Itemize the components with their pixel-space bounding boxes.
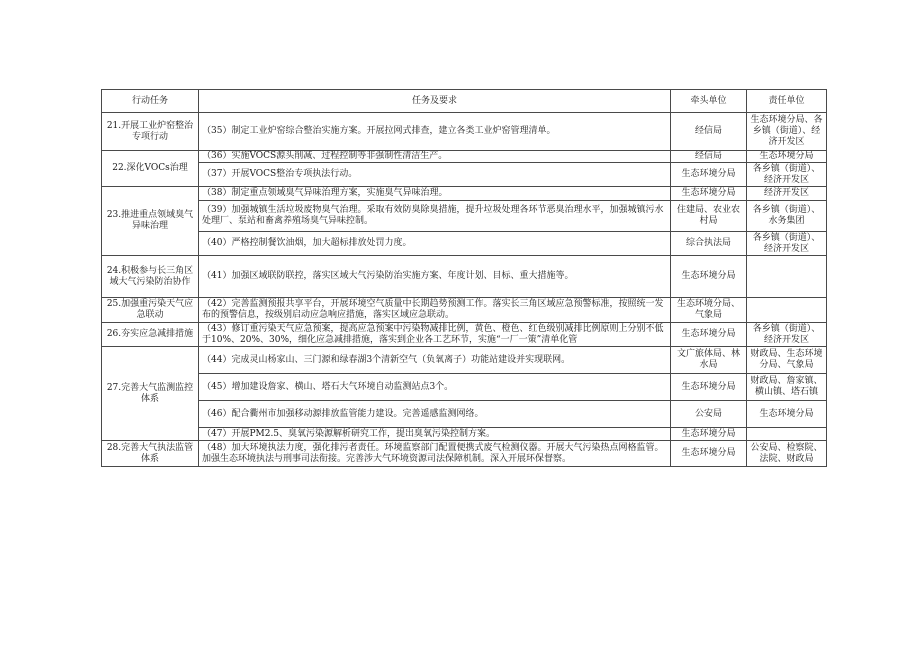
- task-cell: 23.推进重点领域臭气异味治理: [102, 187, 199, 256]
- lead-unit-cell: 文广旅体局、林水局: [671, 347, 747, 374]
- table-row: [102, 232, 827, 256]
- lead-unit-cell: 公安局: [671, 401, 747, 428]
- requirement-cell: （43）修订重污染天气应急预案，提高应急预案中污染物减排比例，黄色、橙色、红色级别减排比例原则上分别不低于10%、20%、30%，细化应急减排措施，落实到企业各工艺环节，实施“一厂一策”清单化管: [199, 323, 671, 347]
- responsible-unit-cell: 各乡镇（街道）、经济开发区: [747, 232, 827, 256]
- table-row: [102, 298, 827, 323]
- task-cell: 26.夯实应急减排措施: [102, 323, 199, 347]
- task-cell: 22.深化VOCs治理: [102, 151, 199, 187]
- header-lead-unit: 牵头单位: [671, 90, 747, 113]
- responsible-unit-cell: 经济开发区: [747, 187, 827, 201]
- requirement-cell: （42）完善监测预报共享平台，开展环境空气质量中长期趋势预测工作。落实长三角区域应急预警标准，按照统一发布的预警信息，按级别启动应急响应措施，落实区域应急联动。: [199, 298, 671, 323]
- requirement-cell: （41）加强区域联防联控，落实区域大气污染防治实施方案、年度计划、目标、重大措施等。: [199, 256, 671, 298]
- requirement-cell: （47）开展PM2.5、臭氧污染源解析研究工作，提出臭氧污染控制方案。: [199, 428, 671, 441]
- lead-unit-cell: 综合执法局: [671, 232, 747, 256]
- requirement-cell: （45）增加建设詹家、横山、塔石大气环境自动监测站点3个。: [199, 374, 671, 401]
- table-row: [102, 163, 827, 187]
- requirement-cell: （35）制定工业炉窑综合整治实施方案。开展拉网式排查，建立各类工业炉窑管理清单。: [199, 113, 671, 151]
- responsible-unit-cell: 财政局、詹家镇、横山镇、塔石镇: [747, 374, 827, 401]
- requirement-cell: （40）严格控制餐饮油烟，加大超标排放处罚力度。: [199, 232, 671, 256]
- lead-unit-cell: 经信局: [671, 151, 747, 163]
- requirement-cell: （37）开展VOCS整治专项执法行动。: [199, 163, 671, 187]
- lead-unit-cell: 生态环境分局: [671, 323, 747, 347]
- responsible-unit-cell: 各乡镇（街道）、经济开发区: [747, 163, 827, 187]
- responsible-unit-cell: 财政局、生态环境分局、气象局: [747, 347, 827, 374]
- responsible-unit-cell: 各乡镇（街道）、水务集团: [747, 201, 827, 232]
- header-task: 行动任务: [102, 90, 199, 113]
- header-requirement: 任务及要求: [199, 90, 671, 113]
- lead-unit-cell: 经信局: [671, 113, 747, 151]
- requirement-cell: （48）加大环境执法力度，强化排污者责任。环境监察部门配置便携式废气检测仪器。开展大气污染热点网格监管。加强生态环境执法与刑事司法衔接。完善涉大气环境资源司法保障机制。深入开展环保督察。: [199, 441, 671, 467]
- lead-unit-cell: 生态环境分局: [671, 374, 747, 401]
- responsible-unit-cell: [747, 428, 827, 441]
- table-row: [102, 201, 827, 232]
- requirement-cell: （38）制定重点领域臭气异味治理方案，实施臭气异味治理。: [199, 187, 671, 201]
- requirement-cell: （46）配合衢州市加强移动源排放监管能力建设。完善遥感监测网络。: [199, 401, 671, 428]
- requirement-cell: （39）加强城镇生活垃圾废物臭气治理。采取有效防臭除臭措施，提升垃圾处理各环节恶臭治理水平，加强城镇污水处理厂、泵站和畜禽养殖场臭气异味控制。: [199, 201, 671, 232]
- table-row: [102, 323, 827, 347]
- table-row: [102, 401, 827, 428]
- responsible-unit-cell: 生态环境分局、各乡镇（街道）、经济开发区: [747, 113, 827, 151]
- responsible-unit-cell: 公安局、检察院、法院、财政局: [747, 441, 827, 467]
- table-row: [102, 187, 827, 201]
- requirement-cell: （44）完成灵山杨家山、三门源和绿春湖3个清新空气（负氧离子）功能站建设并实现联网。: [199, 347, 671, 374]
- responsible-unit-cell: 生态环境分局: [747, 151, 827, 163]
- table-row: [102, 441, 827, 467]
- responsible-unit-cell: 各乡镇（街道）、经济开发区: [747, 323, 827, 347]
- lead-unit-cell: 生态环境分局: [671, 163, 747, 187]
- lead-unit-cell: 生态环境分局: [671, 256, 747, 298]
- lead-unit-cell: 住建局、农业农村局: [671, 201, 747, 232]
- responsible-unit-cell: 生态环境分局: [747, 401, 827, 428]
- lead-unit-cell: 生态环境分局: [671, 187, 747, 201]
- task-cell: 21.开展工业炉窑整治专项行动: [102, 113, 199, 151]
- table-row: [102, 374, 827, 401]
- task-cell: 27.完善大气监测监控体系: [102, 347, 199, 441]
- table-row: [102, 151, 827, 163]
- action-task-table: [101, 89, 827, 467]
- responsible-unit-cell: [747, 256, 827, 298]
- header-responsible-unit: 责任单位: [747, 90, 827, 113]
- table-row: [102, 256, 827, 298]
- table-row: [102, 428, 827, 441]
- requirement-cell: （36）实施VOCS源头削减、过程控制等非强制性清洁生产。: [199, 151, 671, 163]
- lead-unit-cell: 生态环境分局: [671, 441, 747, 467]
- table-header-row: [102, 90, 827, 113]
- lead-unit-cell: 生态环境分局、气象局: [671, 298, 747, 323]
- task-cell: 28.完善大气执法监管体系: [102, 441, 199, 467]
- task-cell: 24.积极参与长三角区域大气污染防治协作: [102, 256, 199, 298]
- table-row: [102, 113, 827, 151]
- task-cell: 25.加强重污染天气应急联动: [102, 298, 199, 323]
- responsible-unit-cell: [747, 298, 827, 323]
- table-row: [102, 347, 827, 374]
- lead-unit-cell: 生态环境分局: [671, 428, 747, 441]
